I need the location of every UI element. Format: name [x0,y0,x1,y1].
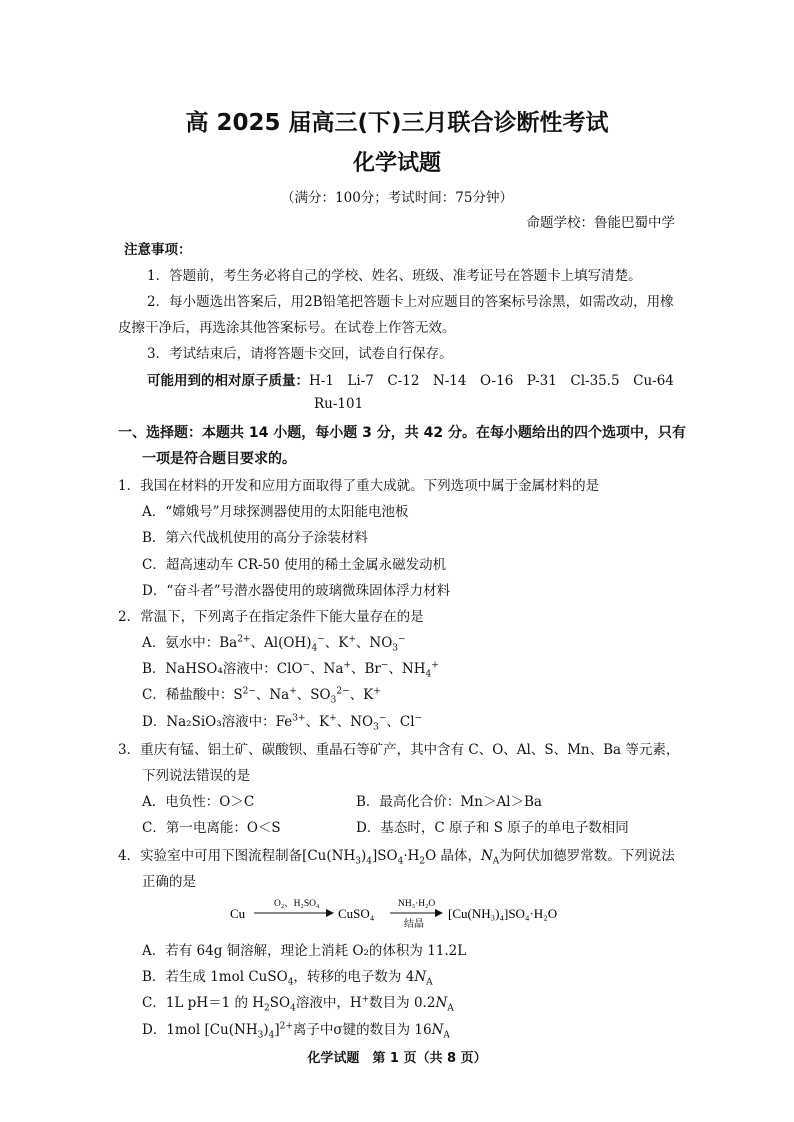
note-item: 皮擦干净后，再选涂其他答案标号。在试卷上作答无效。 [118,320,456,336]
notes-heading: 注意事项： [124,242,192,258]
q4-option-c: C．1L pH＝1 的 $H_2SO_4$溶液中，H+数目为 $0.2N_A$ [142,994,454,1014]
atomic-mass-values: H-1 Li-7 C-12 N-14 O-16 P-31 Cl-35.5 Cu-64 [309,373,674,389]
question-4-stem: 4．实验室中可用下图流程制备$[Cu(NH_3)_4]SO_4\cdot H_2O$ 晶体，$N_A$为阿伏加德罗常数。下列说法 [118,848,675,867]
scheme-product: [Cu(NH₃)₄]SO₄·H₂O [448,906,558,921]
scheme-reagent-1: O₂、H₂SO₄ [274,899,320,909]
q2-option-b: B．NaHSO₄溶液中：ClO−、Na+、Br−、$NH_4^+$ [142,660,439,680]
scheme-cu: Cu [230,906,246,921]
reaction-scheme [230,896,590,930]
q2-option-a: A．氨水中：$Ba^{2+}$、$Al(OH)_4^-$、K+、$NO_3^-$ [142,634,406,654]
scheme-condition-2: 结晶 [404,919,424,930]
exam-title: 高 2025 届高三(下)三月联合诊断性考试 [185,110,609,136]
scheme-cuso4: CuSO₄ [338,906,375,921]
scheme-arrowhead-2 [435,909,443,917]
section-heading: 一、选择题：本题共 14 小题，每小题 3 分，共 42 分。在每小题给出的四个选项中，只有 [118,425,686,441]
q1-option-a: A．“嫦娥号”月球探测器使用的太阳能电池板 [142,504,409,520]
scheme-reagent-2: NH₃·H₂O [398,899,436,909]
atomic-mass-line [147,369,674,389]
atomic-mass-label: 可能用到的相对原子质量： [147,373,309,389]
q2-option-d: D．Na₂SiO₃溶液中：$Fe^{3+}$、K+、$NO_3^-$、Cl− [142,713,423,733]
section-heading-cont: 一项是符合题目要求的。 [142,451,296,467]
school-name: 命题学校：鲁能巴蜀中学 [526,215,675,231]
question-2-stem: 2．常温下，下列离子在指定条件下能大量存在的是 [118,609,424,625]
q3-option-d: D．基态时，C 原子和 S 原子的单电子数相同 [356,820,629,836]
note-item: 2．每小题选出答案后，用2B铅笔把答题卡上对应题目的答案标号涂黑，如需改动，用橡 [147,294,674,310]
question-3-stem-cont: 下列说法错误的是 [142,768,250,784]
question-3-stem: 3．重庆有锰、铝土矿、碳酸钡、重晶石等矿产，其中含有 C、O、Al、S、Mn、Ba 等元素， [118,742,680,758]
q1-option-d: D．“奋斗者”号潜水器使用的玻璃微珠固体浮力材料 [142,583,451,599]
q4-option-a: A．若有 64g 铜溶解，理论上消耗 O₂的体积为 11.2L [142,943,467,959]
question-4-stem-cont: 正确的是 [142,874,196,890]
scheme-arrowhead-1 [326,909,334,917]
page-footer: 化学试题 第 1 页（共 8 页） [307,1051,487,1066]
subject-title: 化学试题 [352,151,441,176]
question-1-stem: 1．我国在材料的开发和应用方面取得了重大成就。下列选项中属于金属材料的是 [118,478,600,494]
note-item: 3．考试结束后，请将答题卡交回，试卷自行保存。 [147,346,453,362]
exam-meta: （满分：100分；考试时间：75分钟） [281,190,513,206]
q3-option-c: C．第一电离能：O＜S [142,820,281,836]
q1-option-c: C．超高速动车 CR-50 使用的稀土金属永磁发动机 [142,557,447,573]
q4-option-b: B．若生成 1mol CuSO$_4$，转移的电子数为 $4N_A$ [142,969,433,988]
q3-option-a: A．电负性：O＞C [142,794,255,810]
q3-option-b: B．最高化合价：Mn＞Al＞Ba [356,794,542,810]
q4-option-d: D．1mol $[Cu(NH_3)_4]^{2+}$离子中σ键的数目为 $16N_A$ [142,1021,450,1041]
q2-option-c: C．稀盐酸中：$S^{2-}$、Na+、$SO_3^{2-}$、K+ [142,686,381,706]
note-item: 1．答题前，考生务必将自己的学校、姓名、班级、准考证号在答题卡上填写清楚。 [147,268,642,284]
atomic-mass-values-2: Ru-101 [314,396,364,412]
q1-option-b: B．第六代战机使用的高分子涂装材料 [142,530,368,546]
